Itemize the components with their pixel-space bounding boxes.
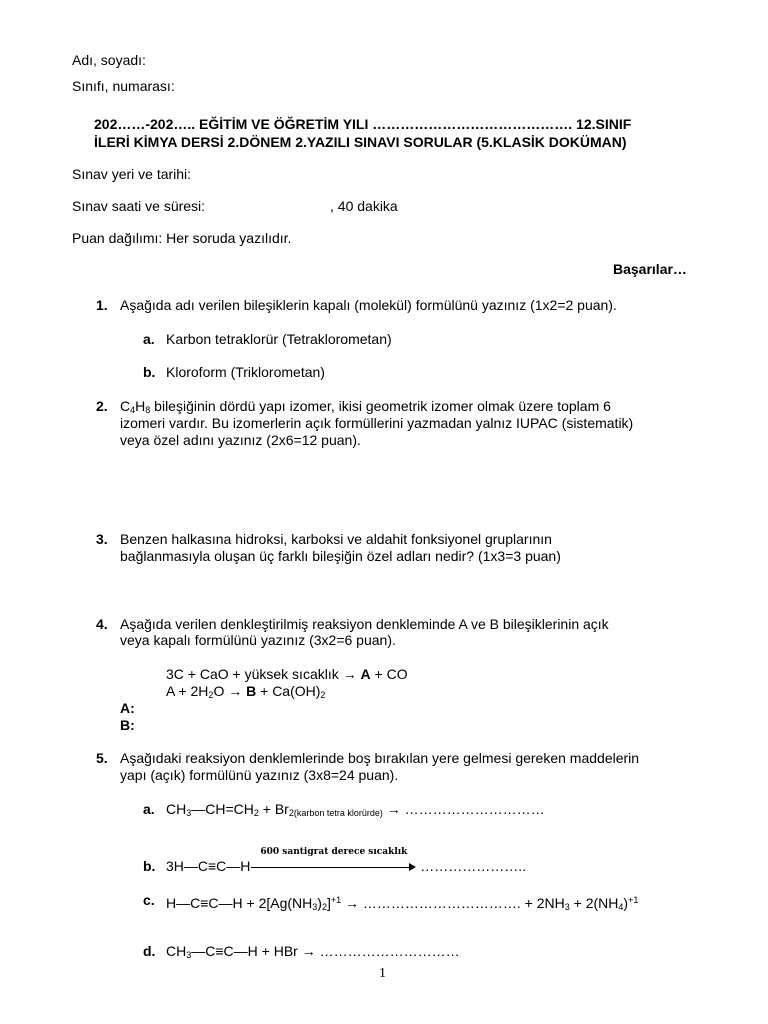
answer-label-a: A: [120,700,135,716]
score-distribution-label: Puan dağılımı: Her soruda yazılıdır. [72,230,292,246]
question-number: 1. [96,297,108,313]
exam-title-line2: İLERİ KİMYA DERSİ 2.DÖNEM 2.YAZILI SINAVI SORULAR (5.KLASİK DOKÜMAN) [94,134,627,150]
option-label-c: c. [143,892,155,908]
option-label-d: d. [143,943,156,959]
arrow-condition-label: 600 santigrat derece sıcaklık [260,847,408,857]
equation-left-a: A + 2H [166,683,209,699]
option-label-a: a. [143,801,155,817]
reaction-a [166,801,545,821]
question-text-line3: veya özel adını yazınız (2x6=12 puan). [120,432,361,448]
formula-part: CH [166,943,187,959]
option-label-a: a. [143,331,155,347]
reaction-c [166,892,638,915]
formula-h-subscript: 8 [145,405,151,415]
subscript: 2 [253,808,259,818]
formula-part: → ………………………… [382,801,545,817]
exam-title-line1: 202……-202….. EĞİTİM VE ÖĞRETİM YILI ……………………………………. 12.SINIF [94,116,632,132]
option-text-a: Karbon tetraklorür (Tetraklorometan) [166,331,392,347]
formula-part: ) [317,895,322,911]
reaction-b [166,847,527,874]
superscript: +1 [628,895,639,905]
formula-part: —C≡C—H + HBr → ………………………… [191,943,460,959]
equation-left: 3C + CaO + yüksek sıcaklık → [166,666,361,682]
subscript: 3 [564,902,570,912]
exam-place-label: Sınav yeri ve tarihi: [72,166,192,182]
question-number: 5. [96,750,108,766]
reaction-arrow-icon [251,847,416,874]
exam-time-label: Sınav saati ve süresi: [72,198,206,214]
formula-part: + 2(NH [569,895,619,911]
question-text-line2: yapı (açık) formülünü yazınız (3x8=24 puan). [120,767,399,783]
option-label-b: b. [143,364,156,380]
good-luck-text: Başarılar… [613,261,687,277]
superscript: +1 [330,895,342,905]
question-number: 4. [96,616,108,632]
formula-c: C [120,398,131,414]
option-text-b: Kloroform (Triklorometan) [166,364,325,380]
subscript: 3 [312,902,318,912]
question-text-line2: veya kapalı formülünü yazınız (3x2=6 puan). [120,632,396,648]
compound-b: B [246,683,257,699]
question-number: 2. [96,398,108,414]
class-number-label: Sınıfı, numarası: [72,78,175,94]
formula-part: ………………….. [416,858,527,874]
formula-part: CH [166,801,187,817]
formula-part: —CH=CH [191,801,254,817]
formula-h: H [135,398,146,414]
formula-part: 3H—C≡C—H [166,858,251,874]
question-text-line1: Aşağıda verilen denkleştirilmiş reaksiyon denkleminde A ve B bileşiklerinin açık [120,616,609,632]
answer-label-b: B: [120,717,135,733]
formula-c-subscript: 4 [130,405,136,415]
option-label-b: b. [143,858,156,874]
subscript: 2 [320,690,326,700]
equation-right: + Ca(OH) [256,683,321,699]
formula-part: ] [326,895,331,911]
subscript: 3 [186,808,192,818]
formula-part: H—C≡C—H + 2[Ag(NH [166,895,313,911]
exam-duration: , 40 dakika [330,198,398,214]
subscript: 3 [186,950,192,960]
question-text: Aşağıda adı verilen bileşiklerin kapalı (molekül) formülünü yazınız (1x2=2 puan). [120,297,617,313]
line-rest: bileşiğinin dördü yapı izomer, ikisi geometrik izomer olmak üzere toplam 6 [150,398,611,414]
reaction-d [166,943,460,963]
subscript: 2 [321,902,327,912]
page-number: 1 [379,966,386,981]
name-label: Adı, soyadı: [72,52,146,68]
question-text-line2: izomeri vardır. Bu izomerlerin açık formüllerini yazmadan yalnız IUPAC (sistematik) [120,415,634,431]
subscript: 2 [208,690,214,700]
equation-right: + CO [370,666,408,682]
question-text-line2: bağlanmasıyla oluşan üç farklı bileşiğin özel adları nedir? (1x3=3 puan) [120,548,561,564]
compound-a: A [360,666,371,682]
subscript: 4 [618,902,624,912]
question-text-line1: Aşağıdaki reaksiyon denklemlerinde boş bırakılan yere gelmesi gereken maddelerin [120,750,640,766]
reaction-equation-2 [166,683,325,703]
formula-part: + Br [258,801,289,817]
solvent-subscript: 2(karbon tetra klorürde) [288,808,383,818]
question-number: 3. [96,531,108,547]
reaction-equation-1 [166,666,408,682]
formula-part: ) [623,895,629,911]
formula-part: → ……………………………. + 2NH [341,895,565,911]
question-text-line1: Benzen halkasına hidroksi, karboksi ve aldahit fonksiyonel gruplarının [120,531,552,547]
equation-left-b: O → [213,683,247,699]
